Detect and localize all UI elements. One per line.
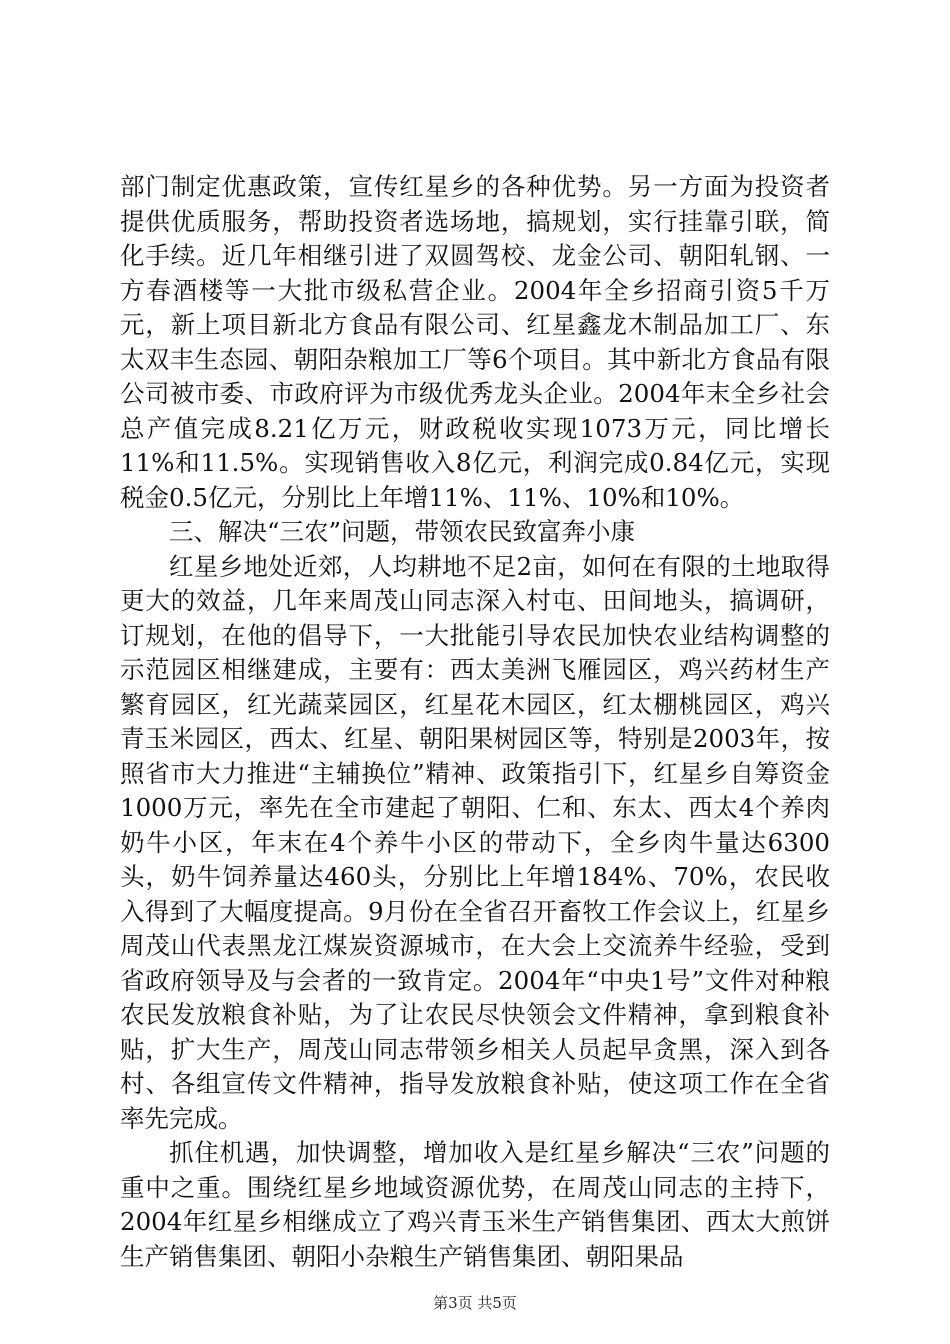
page-footer: 第3页 共5页: [433, 1294, 517, 1312]
paragraph-investment: 部门制定优惠政策，宣传红星乡的各种优势。另一方面为投资者提供优质服务，帮助投资者选场地，搞规划，实行挂靠引联，简化手续。近几年相继引进了双圆驾校、龙金公司、朝阳轧钢、一方春酒楼等一大批市级私营企业。2004年全乡招商引资5千万元，新上项目新北方食品有限公司、红星鑫龙木制品加工厂、东太双丰生态园、朝阳杂粮加工厂等6个项目。其中新北方食品有限公司被市委、市政府评为市级优秀龙头企业。2004年末全乡社会总产值完成8.21亿万元，财政税收实现1073万元，同比增长11%和11.5%。实现销售收入8亿元，利润完成0.84亿元，实现税金0.5亿元，分别比上年增11%、11%、10%和10%。: [120, 172, 830, 512]
document-body: [120, 170, 830, 1274]
section-heading-three-rural-issues: 三、解决“三农”问题，带领农民致富奔小康: [169, 517, 636, 546]
paragraph-demonstration-parks: 红星乡地处近郊，人均耕地不足2亩，如何在有限的土地取得更大的效益，几年来周茂山同志深入村屯、田间地头，搞调研，订规划，在他的倡导下，一大批能引导农民加快农业结构调整的示范园区相继建成，主要有：西太美洲飞雁园区，鸡兴药材生产繁育园区，红光蔬菜园区，红星花木园区，红太棚桃园区，鸡兴青玉米园区，西太、红星、朝阳果树园区等，特别是2003年，按照省市大力推进“主辅换位”精神、政策指引下，红星乡自筹资金1000万元，率先在全市建起了朝阳、仁和、东太、西太4个养肉奶牛小区，年末在4个养牛小区的带动下，全乡肉牛量达6300头，奶牛饲养量达460头，分别比上年增184%、70%，农民收入得到了大幅度提高。9月份在全省召开畜牧工作会议上，红星乡周茂山代表黑龙江煤炭资源城市，在大会上交流养牛经验，受到省政府领导及与会者的一致肯定。2004年“中央1号”文件对种粮农民发放粮食补贴，为了让农民尽快领会文件精神，拿到粮食补贴，扩大生产，周茂山同志带领乡相关人员起早贪黑，深入到各村、各组宣传文件精神，指导发放粮食补贴，使这项工作在全省率先完成。: [120, 551, 830, 1133]
paragraph-seize-opportunity: 抓住机遇，加快调整，增加收入是红星乡解决“三农”问题的重中之重。围绕红星乡地域资源优势，在周茂山同志的主持下，2004年红星乡相继成立了鸡兴青玉米生产销售集团、西太大煎饼生产销售集团、朝阳小杂粮生产销售集团、朝阳果品: [120, 1138, 830, 1271]
